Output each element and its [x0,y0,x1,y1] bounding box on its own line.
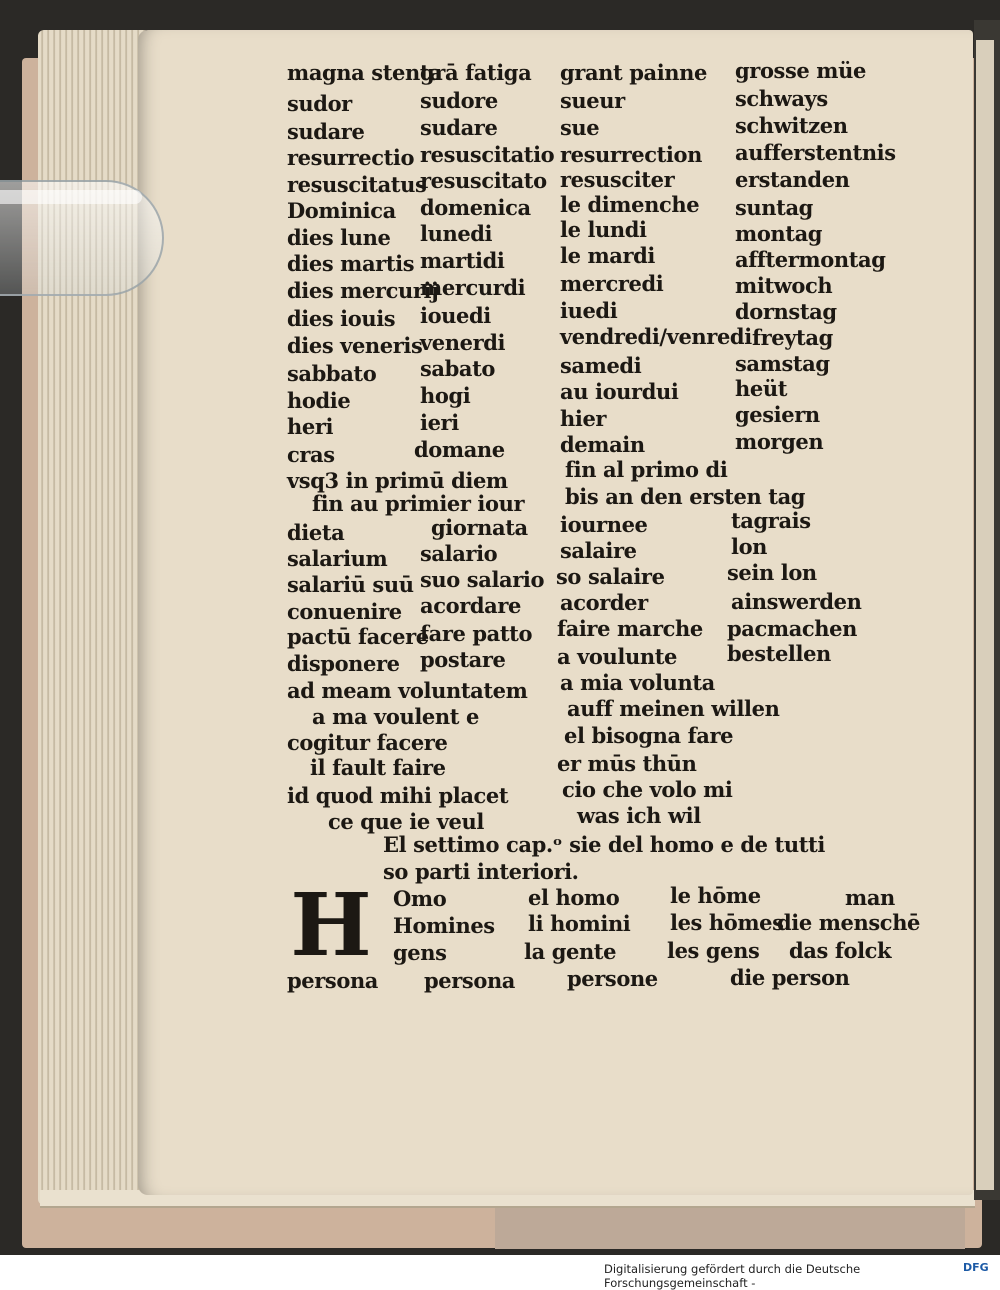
german-term: schwitzen [735,113,848,138]
french-term: les gens [667,938,760,963]
german-term: man [845,885,895,910]
french-term: le hōme [670,883,761,908]
chapter-heading: El settimo cap.ᵒ sie del homo e de tutti [383,832,825,857]
phrase-german: bis an den ersten tag [565,484,806,509]
facing-page-strip [974,20,1000,1200]
italian-term: el homo [528,885,620,910]
latin-term: resuscitatus [287,172,427,197]
latin-term: cras [287,442,335,467]
german-term: schways [735,86,828,111]
german-term: tagrais [731,508,811,533]
italian-term: li homini [528,911,631,936]
italian-term: la gente [524,939,617,964]
italian-term: acordare [420,593,521,618]
latin-term: gens [393,940,447,965]
french-term: a voulunte [557,644,677,669]
phrase-french: ce que ie veul [328,809,484,834]
latin-term: sabbato [287,361,377,386]
phrase-french: a ma voulent e [312,704,479,729]
french-term: demain [560,432,645,457]
cover-strap [495,1205,965,1249]
german-term: das folck [789,938,892,963]
latin-term: persona [287,968,379,993]
phrase-italian: a mia volunta [560,670,715,695]
french-term: mercredi [560,271,664,296]
italian-term: postare [420,647,506,672]
latin-term: dies veneris [287,333,423,358]
latin-term: salariū suū [287,572,414,597]
french-term: persone [567,966,658,991]
phrase-italian: el bisogna fare [564,723,734,748]
italian-term: venerdi [420,330,506,355]
italian-term: iouedi [420,303,491,328]
italian-term: fare patto [420,621,533,646]
german-term: aufferstentnis [735,140,896,165]
italian-term: persona [424,968,516,993]
german-term: gesiern [735,402,820,427]
german-term: ainswerden [731,589,862,614]
decorated-initial: H [290,875,372,976]
latin-term: hodie [287,388,351,413]
latin-term: dies mercurij [287,278,439,303]
italian-term: sudare [420,115,498,140]
french-term: salaire [560,538,637,563]
italian-term: domenica [420,195,531,220]
german-term: morgen [735,429,824,454]
phrase-latin: id quod mihi placet [287,783,509,808]
italian-term: resuscitato [420,168,547,193]
italian-term: ieri [420,410,459,435]
footer-credit: Digitalisierung gefördert durch die Deutsche Forschungsgemeinschaft - [604,1262,861,1290]
page-holder-clip [0,180,164,296]
dfg-logo: DFG [963,1261,989,1274]
german-term: erstanden [735,167,850,192]
phrase-latin: cogitur facere [287,730,448,755]
latin-term: heri [287,414,334,439]
french-term: so salaire [556,564,665,589]
latin-term: magna stenta [287,60,443,85]
french-term: au iourdui [560,379,679,404]
latin-term: dieta [287,520,345,545]
french-term: acorder [560,590,648,615]
latin-term: pactū facere [287,624,429,649]
phrase-italian: cio che volo mi [562,777,733,802]
french-term: resusciter [560,167,675,192]
latin-term: resurrectio [287,145,415,170]
french-term: le dimenche [560,192,700,217]
chapter-heading: so parti interiori. [383,859,579,884]
french-term: sueur [560,88,625,113]
german-term: heüt [735,376,787,401]
french-term: faire marche [557,616,703,641]
german-term: mitwoch [735,273,833,298]
german-term: suntag [735,195,813,220]
latin-term: salarium [287,546,388,571]
latin-term: Homines [393,913,495,938]
phrase-italian: fin al primo di [565,457,728,482]
french-term: grant painne [560,60,707,85]
german-term: pacmachen [727,616,857,641]
french-term: les hōmes [670,910,784,935]
latin-term: disponere [287,651,400,676]
italian-term: domane [414,437,505,462]
italian-term: martidi [420,248,505,273]
french-term: hier [560,406,607,431]
latin-term: conuenire [287,599,402,624]
latin-term: sudor [287,91,352,116]
phrase-french: il fault faire [310,755,446,780]
latin-term: dies iouis [287,306,396,331]
italian-term: suo salario [420,567,545,592]
italian-term: hogi [420,383,471,408]
german-term: die menschē [777,910,921,935]
french-term: samedi [560,353,642,378]
italian-term: mercurdi [420,275,526,300]
french-term: le mardi [560,243,656,268]
italian-term: giornata [431,515,528,540]
phrase-latin: vsq3 in primū diem [287,468,508,493]
german-term: montag [735,221,823,246]
german-term: afftermontag [735,247,886,272]
latin-term: sudare [287,119,365,144]
german-term: die person [730,965,850,990]
latin-term: Omo [393,886,447,911]
italian-term: resuscitatio [420,142,555,167]
italian-term: salario [420,541,498,566]
french-term: le lundi [560,217,647,242]
german-term: grosse müe [735,58,866,83]
italian-term: grā fatiga [420,60,532,85]
phrase-french: fin au primier iour [312,491,525,516]
italian-term: lunedi [420,221,493,246]
french-term: vendredi/venredi [560,324,752,349]
latin-term: dies lune [287,225,391,250]
french-term: sue [560,115,600,140]
latin-term: Dominica [287,198,396,223]
german-term: samstag [735,351,830,376]
german-term: freytag [752,325,833,350]
german-term: lon [731,534,768,559]
latin-term: dies martis [287,251,415,276]
french-term: iournee [560,512,648,537]
german-term: bestellen [727,641,831,666]
french-term: resurrection [560,142,702,167]
italian-term: sudore [420,88,498,113]
phrase-latin: ad meam voluntatem [287,678,528,703]
german-term: dornstag [735,299,837,324]
italian-term: sabato [420,356,496,381]
phrase-german: auff meinen willen [567,696,780,721]
phrase-german: was ich wil [577,803,701,828]
french-term: iuedi [560,298,618,323]
german-term: sein lon [727,560,817,585]
phrase-german: er mūs thūn [557,751,697,776]
